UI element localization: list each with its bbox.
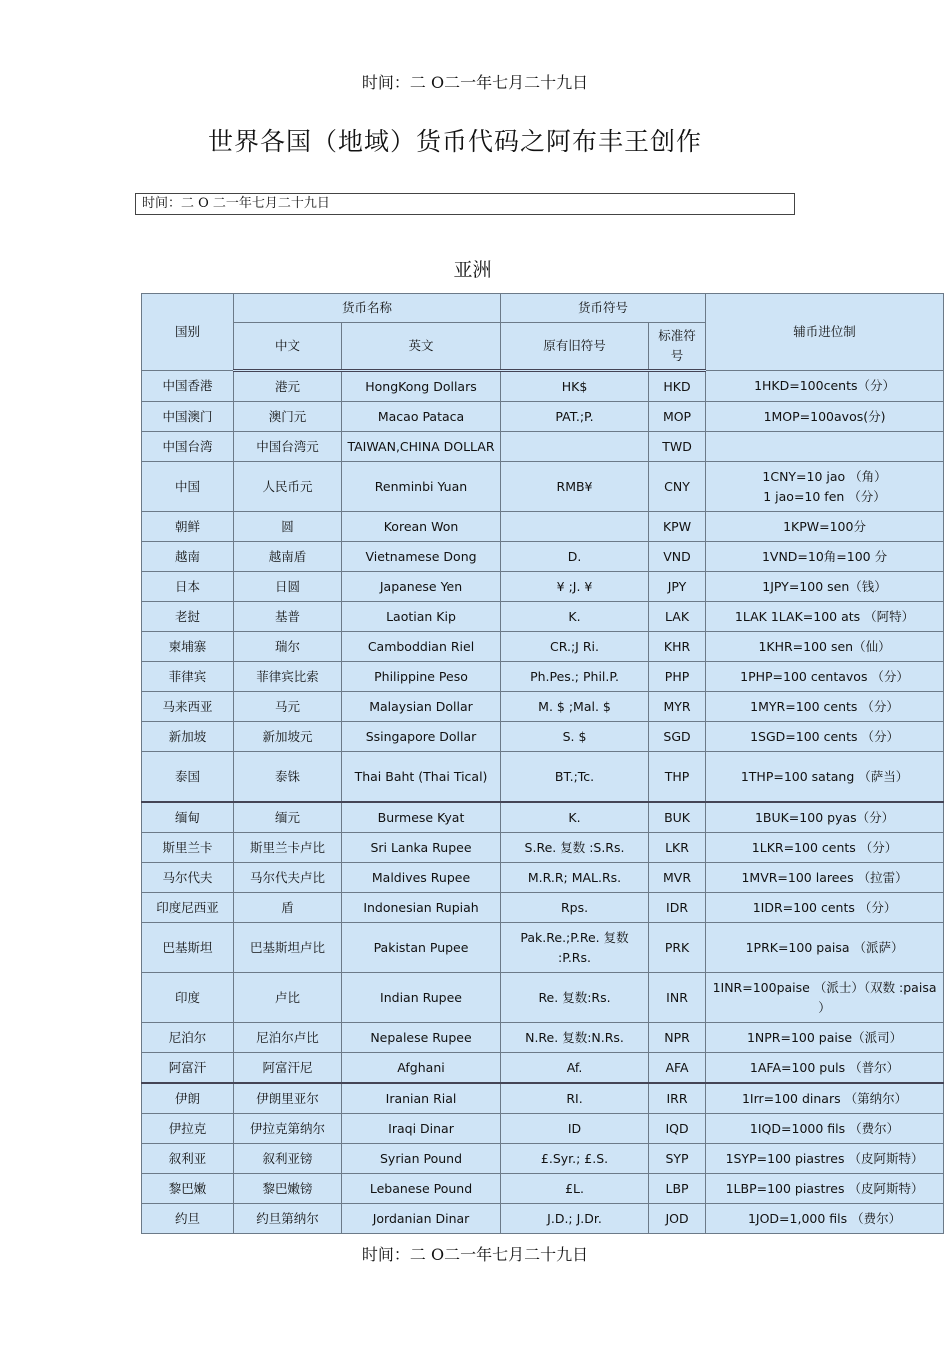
cell-standard-code: VND bbox=[649, 542, 706, 572]
cell-subunit: 1THP=100 satang （萨当） bbox=[706, 752, 944, 803]
cell-english-name: Malaysian Dollar bbox=[342, 692, 501, 722]
cell-subunit: 1IDR=100 cents （分） bbox=[706, 893, 944, 923]
cell-english-name: Jordanian Dinar bbox=[342, 1204, 501, 1234]
cell-subunit bbox=[706, 432, 944, 462]
cell-english-name: Iranian Rial bbox=[342, 1083, 501, 1114]
cell-old-symbol: £L. bbox=[501, 1174, 649, 1204]
cell-country: 尼泊尔 bbox=[142, 1023, 234, 1053]
table-row bbox=[142, 512, 944, 542]
cell-standard-code: HKD bbox=[649, 371, 706, 402]
cell-english-name: Camboddian Riel bbox=[342, 632, 501, 662]
cell-english-name: Japanese Yen bbox=[342, 572, 501, 602]
table-row bbox=[142, 602, 944, 632]
cell-standard-code: LKR bbox=[649, 833, 706, 863]
cell-chinese-name: 马元 bbox=[234, 692, 342, 722]
cell-old-symbol: PAT.;P. bbox=[501, 402, 649, 432]
table-body bbox=[142, 371, 944, 1234]
header-country: 国别 bbox=[142, 294, 234, 371]
header-old-symbol: 原有旧符号 bbox=[501, 323, 649, 371]
table-row bbox=[142, 893, 944, 923]
header-currency-name: 货币名称 bbox=[234, 294, 501, 323]
cell-chinese-name: 伊朗里亚尔 bbox=[234, 1083, 342, 1114]
cell-chinese-name: 巴基斯坦卢比 bbox=[234, 923, 342, 973]
table-row bbox=[142, 833, 944, 863]
cell-chinese-name: 缅元 bbox=[234, 802, 342, 833]
cell-english-name: Renminbi Yuan bbox=[342, 462, 501, 512]
cell-country: 缅甸 bbox=[142, 802, 234, 833]
cell-standard-code: PRK bbox=[649, 923, 706, 973]
cell-standard-code: IRR bbox=[649, 1083, 706, 1114]
cell-standard-code: SYP bbox=[649, 1144, 706, 1174]
cell-standard-code: THP bbox=[649, 752, 706, 803]
header-currency-symbol: 货币符号 bbox=[501, 294, 706, 323]
table-row bbox=[142, 1083, 944, 1114]
cell-english-name: Iraqi Dinar bbox=[342, 1114, 501, 1144]
cell-subunit: 1LKR=100 cents （分） bbox=[706, 833, 944, 863]
cell-subunit: 1MOP=100avos(分) bbox=[706, 402, 944, 432]
cell-old-symbol: £.Syr.; £.S. bbox=[501, 1144, 649, 1174]
cell-english-name: Korean Won bbox=[342, 512, 501, 542]
cell-english-name: Lebanese Pound bbox=[342, 1174, 501, 1204]
cell-standard-code: MYR bbox=[649, 692, 706, 722]
cell-subunit: 1SYP=100 piastres （皮阿斯特） bbox=[706, 1144, 944, 1174]
cell-chinese-name: 圆 bbox=[234, 512, 342, 542]
table-row bbox=[142, 692, 944, 722]
table-row bbox=[142, 1144, 944, 1174]
cell-country: 印度尼西亚 bbox=[142, 893, 234, 923]
cell-chinese-name: 泰铢 bbox=[234, 752, 342, 803]
cell-chinese-name: 马尔代夫卢比 bbox=[234, 863, 342, 893]
table-row bbox=[142, 1023, 944, 1053]
cell-chinese-name: 尼泊尔卢比 bbox=[234, 1023, 342, 1053]
cell-country: 叙利亚 bbox=[142, 1144, 234, 1174]
cell-standard-code: JPY bbox=[649, 572, 706, 602]
cell-old-symbol: Pak.Re.;P.Re. 复数 :P.Rs. bbox=[501, 923, 649, 973]
header-date: 时间：二 O二一年七月二十九日 bbox=[361, 73, 589, 92]
cell-country: 伊拉克 bbox=[142, 1114, 234, 1144]
cell-chinese-name: 菲律宾比索 bbox=[234, 662, 342, 692]
cell-subunit: 1JPY=100 sen（钱） bbox=[706, 572, 944, 602]
cell-chinese-name: 斯里兰卡卢比 bbox=[234, 833, 342, 863]
cell-chinese-name: 盾 bbox=[234, 893, 342, 923]
cell-subunit: 1MVR=100 larees （拉雷） bbox=[706, 863, 944, 893]
cell-old-symbol: N.Re. 复数:N.Rs. bbox=[501, 1023, 649, 1053]
cell-chinese-name: 基普 bbox=[234, 602, 342, 632]
header-english: 英文 bbox=[342, 323, 501, 371]
cell-country: 中国台湾 bbox=[142, 432, 234, 462]
cell-subunit: 1LAK 1LAK=100 ats （阿特） bbox=[706, 602, 944, 632]
table-row bbox=[142, 1174, 944, 1204]
cell-english-name: Vietnamese Dong bbox=[342, 542, 501, 572]
cell-old-symbol: J.D.; J.Dr. bbox=[501, 1204, 649, 1234]
cell-country: 中国香港 bbox=[142, 371, 234, 402]
cell-old-symbol: S.Re. 复数 :S.Rs. bbox=[501, 833, 649, 863]
header-chinese: 中文 bbox=[234, 323, 342, 371]
table-row bbox=[142, 371, 944, 402]
cell-chinese-name: 日圆 bbox=[234, 572, 342, 602]
cell-english-name: Laotian Kip bbox=[342, 602, 501, 632]
cell-old-symbol: Rps. bbox=[501, 893, 649, 923]
cell-old-symbol: HK$ bbox=[501, 371, 649, 402]
table-row bbox=[142, 632, 944, 662]
cell-old-symbol: K. bbox=[501, 602, 649, 632]
cell-standard-code: IDR bbox=[649, 893, 706, 923]
cell-subunit: 1NPR=100 paise（派司） bbox=[706, 1023, 944, 1053]
cell-subunit: 1SGD=100 cents （分） bbox=[706, 722, 944, 752]
cell-standard-code: CNY bbox=[649, 462, 706, 512]
section-title-asia: 亚洲 bbox=[453, 259, 492, 281]
cell-standard-code: SGD bbox=[649, 722, 706, 752]
cell-standard-code: TWD bbox=[649, 432, 706, 462]
cell-old-symbol: D. bbox=[501, 542, 649, 572]
currency-table bbox=[141, 293, 944, 1234]
cell-standard-code: PHP bbox=[649, 662, 706, 692]
cell-standard-code: IQD bbox=[649, 1114, 706, 1144]
cell-subunit: 1Irr=100 dinars （第纳尔） bbox=[706, 1083, 944, 1114]
cell-chinese-name: 人民币元 bbox=[234, 462, 342, 512]
cell-subunit: 1KHR=100 sen（仙） bbox=[706, 632, 944, 662]
header-subunit: 辅币进位制 bbox=[706, 294, 944, 371]
table-row bbox=[142, 1053, 944, 1084]
cell-chinese-name: 港元 bbox=[234, 371, 342, 402]
cell-subunit: 1MYR=100 cents （分） bbox=[706, 692, 944, 722]
cell-english-name: Philippine Peso bbox=[342, 662, 501, 692]
cell-country: 泰国 bbox=[142, 752, 234, 803]
table-row bbox=[142, 432, 944, 462]
cell-standard-code: MVR bbox=[649, 863, 706, 893]
cell-old-symbol: CR.;J Ri. bbox=[501, 632, 649, 662]
cell-chinese-name: 约旦第纳尔 bbox=[234, 1204, 342, 1234]
cell-country: 新加坡 bbox=[142, 722, 234, 752]
cell-standard-code: AFA bbox=[649, 1053, 706, 1084]
cell-old-symbol bbox=[501, 512, 649, 542]
cell-subunit: 1LBP=100 piastres （皮阿斯特） bbox=[706, 1174, 944, 1204]
cell-standard-code: INR bbox=[649, 973, 706, 1023]
cell-subunit: 1KPW=100分 bbox=[706, 512, 944, 542]
table-row bbox=[142, 923, 944, 973]
date-box: 时间：二 O 二一年七月二十九日 bbox=[135, 193, 795, 215]
cell-english-name: Thai Baht (Thai Tical) bbox=[342, 752, 501, 803]
cell-country: 马来西亚 bbox=[142, 692, 234, 722]
cell-country: 巴基斯坦 bbox=[142, 923, 234, 973]
cell-standard-code: BUK bbox=[649, 802, 706, 833]
cell-old-symbol: Af. bbox=[501, 1053, 649, 1084]
cell-chinese-name: 瑞尔 bbox=[234, 632, 342, 662]
cell-chinese-name: 叙利亚镑 bbox=[234, 1144, 342, 1174]
cell-country: 斯里兰卡 bbox=[142, 833, 234, 863]
cell-old-symbol: ID bbox=[501, 1114, 649, 1144]
cell-country: 日本 bbox=[142, 572, 234, 602]
cell-subunit: 1IQD=1000 fils （费尔） bbox=[706, 1114, 944, 1144]
cell-old-symbol: Ph.Pes.; Phil.P. bbox=[501, 662, 649, 692]
cell-english-name: TAIWAN,CHINA DOLLAR bbox=[342, 432, 501, 462]
table-row bbox=[142, 572, 944, 602]
cell-country: 约旦 bbox=[142, 1204, 234, 1234]
cell-subunit: 1PHP=100 centavos （分） bbox=[706, 662, 944, 692]
cell-subunit: 1JOD=1,000 fils （费尔） bbox=[706, 1204, 944, 1234]
cell-subunit: 1CNY=10 jao （角） 1 jao=10 fen （分） bbox=[706, 462, 944, 512]
cell-country: 菲律宾 bbox=[142, 662, 234, 692]
cell-chinese-name: 中国台湾元 bbox=[234, 432, 342, 462]
table-row bbox=[142, 802, 944, 833]
cell-standard-code: KHR bbox=[649, 632, 706, 662]
table-row bbox=[142, 973, 944, 1023]
cell-subunit: 1PRK=100 paisa （派萨） bbox=[706, 923, 944, 973]
cell-old-symbol: M.R.R; MAL.Rs. bbox=[501, 863, 649, 893]
cell-subunit: 1BUK=100 pyas（分） bbox=[706, 802, 944, 833]
cell-chinese-name: 新加坡元 bbox=[234, 722, 342, 752]
cell-subunit: 1INR=100paise （派士）（双数 :paisa ） bbox=[706, 973, 944, 1023]
cell-subunit: 1VND=10角=100 分 bbox=[706, 542, 944, 572]
table-row bbox=[142, 542, 944, 572]
cell-old-symbol bbox=[501, 432, 649, 462]
cell-country: 越南 bbox=[142, 542, 234, 572]
cell-old-symbol: S. $ bbox=[501, 722, 649, 752]
table-row bbox=[142, 722, 944, 752]
cell-subunit: 1AFA=100 puls （普尔） bbox=[706, 1053, 944, 1084]
cell-english-name: Macao Pataca bbox=[342, 402, 501, 432]
cell-old-symbol: Re. 复数:Rs. bbox=[501, 973, 649, 1023]
cell-chinese-name: 越南盾 bbox=[234, 542, 342, 572]
cell-english-name: Ssingapore Dollar bbox=[342, 722, 501, 752]
header-standard-symbol: 标准符号 bbox=[649, 323, 706, 371]
table-row bbox=[142, 752, 944, 803]
cell-old-symbol: ¥ ;J. ¥ bbox=[501, 572, 649, 602]
cell-country: 柬埔寨 bbox=[142, 632, 234, 662]
cell-country: 伊朗 bbox=[142, 1083, 234, 1114]
cell-standard-code: KPW bbox=[649, 512, 706, 542]
cell-chinese-name: 伊拉克第纳尔 bbox=[234, 1114, 342, 1144]
document-title: 世界各国（地域）货币代码之阿布丰王创作 bbox=[207, 127, 702, 156]
cell-chinese-name: 黎巴嫩镑 bbox=[234, 1174, 342, 1204]
cell-english-name: HongKong Dollars bbox=[342, 371, 501, 402]
cell-country: 朝鲜 bbox=[142, 512, 234, 542]
cell-country: 印度 bbox=[142, 973, 234, 1023]
cell-old-symbol: M. $ ;Mal. $ bbox=[501, 692, 649, 722]
table-row bbox=[142, 1114, 944, 1144]
cell-old-symbol: RI. bbox=[501, 1083, 649, 1114]
footer-date: 时间：二 O二一年七月二十九日 bbox=[361, 1245, 589, 1264]
cell-english-name: Nepalese Rupee bbox=[342, 1023, 501, 1053]
cell-old-symbol: K. bbox=[501, 802, 649, 833]
cell-country: 阿富汗 bbox=[142, 1053, 234, 1084]
cell-standard-code: LBP bbox=[649, 1174, 706, 1204]
cell-country: 中国澳门 bbox=[142, 402, 234, 432]
table-row bbox=[142, 1204, 944, 1234]
table-row bbox=[142, 863, 944, 893]
cell-country: 黎巴嫩 bbox=[142, 1174, 234, 1204]
cell-subunit: 1HKD=100cents（分） bbox=[706, 371, 944, 402]
cell-country: 老挝 bbox=[142, 602, 234, 632]
cell-standard-code: JOD bbox=[649, 1204, 706, 1234]
cell-old-symbol: BT.;Tc. bbox=[501, 752, 649, 803]
cell-chinese-name: 阿富汗尼 bbox=[234, 1053, 342, 1084]
cell-english-name: Sri Lanka Rupee bbox=[342, 833, 501, 863]
cell-old-symbol: RMB¥ bbox=[501, 462, 649, 512]
cell-country: 马尔代夫 bbox=[142, 863, 234, 893]
cell-english-name: Maldives Rupee bbox=[342, 863, 501, 893]
cell-english-name: Afghani bbox=[342, 1053, 501, 1084]
cell-english-name: Indian Rupee bbox=[342, 973, 501, 1023]
cell-english-name: Indonesian Rupiah bbox=[342, 893, 501, 923]
table-row bbox=[142, 662, 944, 692]
table-row bbox=[142, 462, 944, 512]
cell-english-name: Pakistan Pupee bbox=[342, 923, 501, 973]
cell-english-name: Burmese Kyat bbox=[342, 802, 501, 833]
cell-standard-code: LAK bbox=[649, 602, 706, 632]
cell-standard-code: MOP bbox=[649, 402, 706, 432]
cell-chinese-name: 澳门元 bbox=[234, 402, 342, 432]
cell-chinese-name: 卢比 bbox=[234, 973, 342, 1023]
cell-english-name: Syrian Pound bbox=[342, 1144, 501, 1174]
table-row bbox=[142, 402, 944, 432]
cell-country: 中国 bbox=[142, 462, 234, 512]
cell-standard-code: NPR bbox=[649, 1023, 706, 1053]
